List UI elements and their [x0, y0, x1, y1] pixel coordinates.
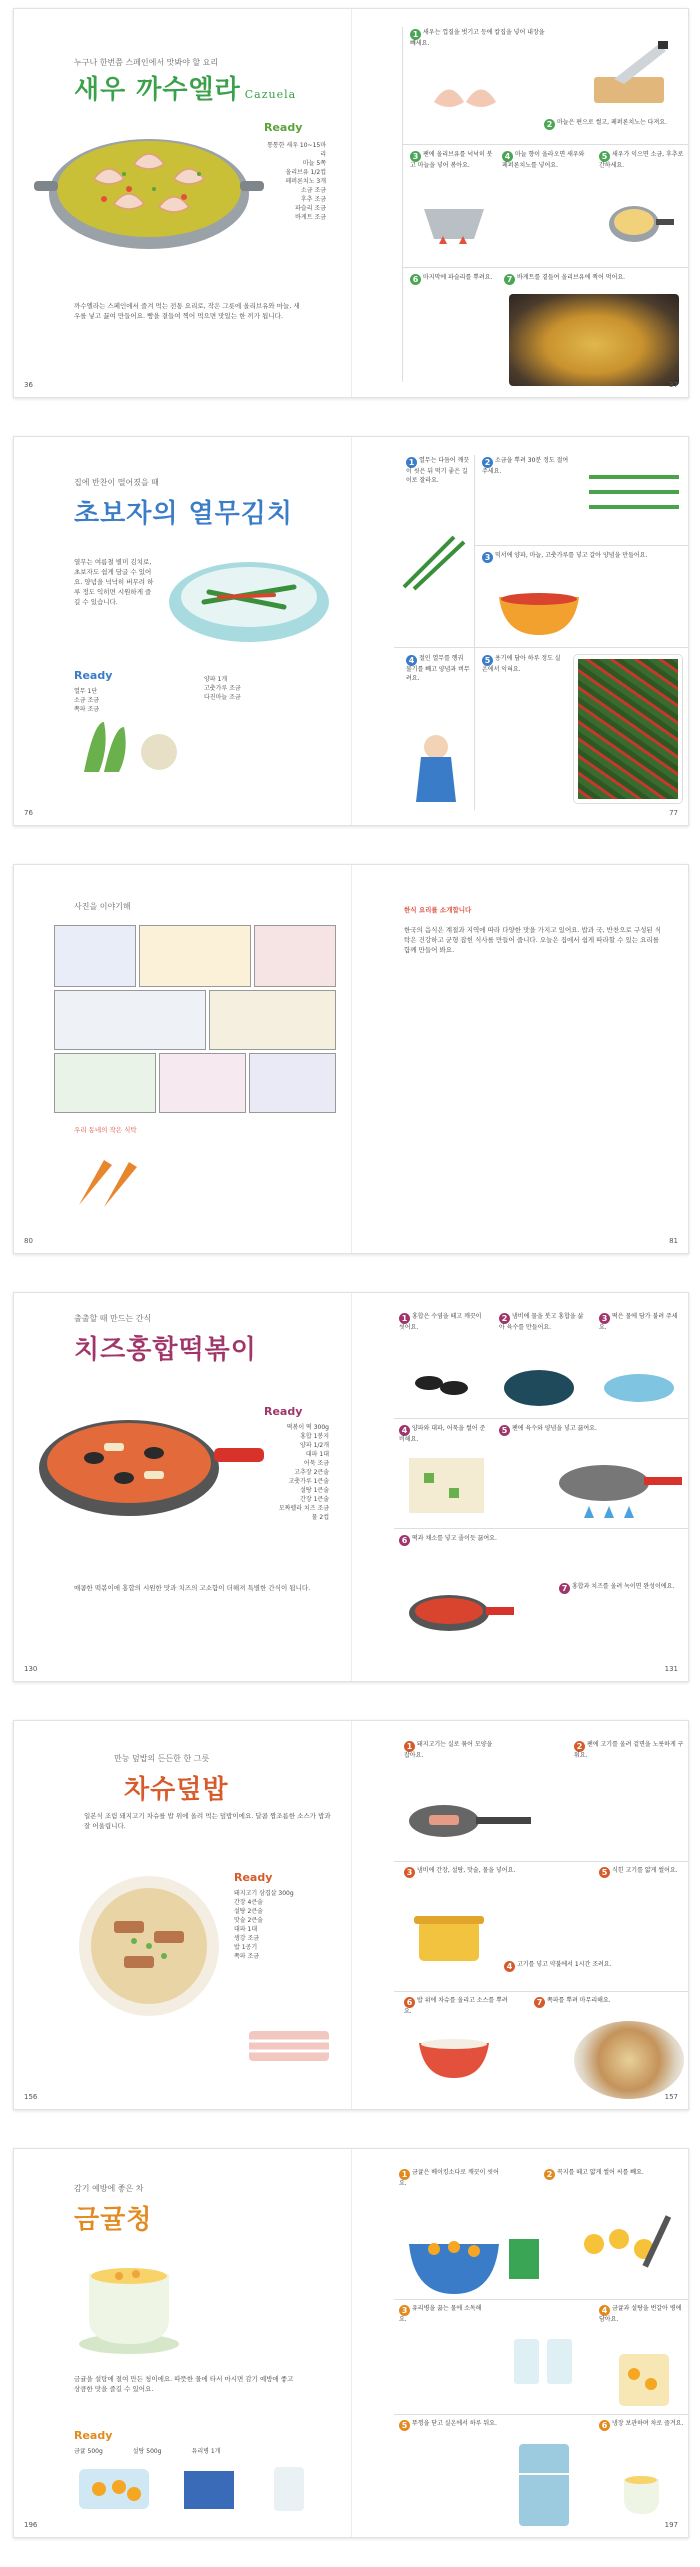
ingredient-list: [74, 687, 144, 714]
step-number: 5: [599, 151, 610, 162]
page-number-right: 131: [664, 1665, 678, 1673]
recipe-description: 열무는 여름철 별미 김치로, 초보자도 쉽게 담글 수 있어요. 양념을 넉넉히 버무려 하루 정도 익히면 시원하게 즐길 수 있습니다.: [74, 558, 154, 606]
grid-line: [474, 545, 689, 546]
page-fold: [351, 1293, 352, 1681]
comic-panel: [139, 925, 251, 987]
step-number: 2: [544, 119, 555, 130]
spread-kimchi: [13, 436, 689, 826]
ingredient-item: 설탕 500g: [132, 2448, 162, 2455]
page-number-left: 196: [24, 2521, 38, 2529]
sliced-kumquat-icon: [574, 2209, 684, 2279]
step-number: 5: [499, 1425, 510, 1436]
step-4: [406, 655, 471, 683]
bowl-icon: [414, 2031, 494, 2081]
step-2: [482, 457, 572, 477]
grid-line: [394, 647, 689, 648]
ingredient-item: 대파 1대: [234, 1926, 258, 1933]
page-number-left: 130: [24, 1665, 38, 1673]
comic-panel: [249, 1053, 336, 1113]
step-text: 냉장 보관하며 차로 즐겨요.: [612, 2420, 684, 2427]
step-text: 용기에 담아 하루 정도 실온에서 익혀요.: [482, 655, 561, 673]
ingredient-item: 홍합 1봉지: [300, 1433, 329, 1440]
ingredient-list: [254, 1423, 329, 1522]
grid-line: [394, 1991, 689, 1992]
red-pan-icon: [404, 1583, 514, 1653]
step-number: 4: [502, 151, 513, 162]
step-text: 금귤은 베이킹소다로 깨끗이 씻어요.: [399, 2169, 499, 2187]
step-text: 홍합은 수염을 떼고 깨끗이 씻어요.: [399, 1313, 482, 1331]
comic-panel: [254, 925, 336, 987]
spread-kumquat: [13, 2148, 689, 2538]
grid-line: [394, 2299, 689, 2300]
eyebrow: 집에 반찬이 떨어졌을 때: [74, 478, 159, 487]
step-7: [559, 1583, 684, 1594]
step-number: 3: [404, 1867, 415, 1878]
person-mixing-icon: [406, 727, 476, 807]
step-number: 5: [399, 2420, 410, 2431]
mussel-icon: [399, 1353, 689, 1413]
washing-bowl-icon: [404, 2229, 544, 2299]
step-3: [482, 552, 682, 563]
title-text: 새우 까수엘라: [74, 75, 241, 105]
note-title: 한식 요리를 소개합니다: [404, 906, 472, 914]
eyebrow: 누구나 한번쯤 스페인에서 맛봐야 할 요리: [74, 58, 219, 67]
step-text: 냄비에 간장, 설탕, 맛술, 물을 넣어요.: [417, 1867, 516, 1874]
step-number: 4: [599, 2305, 610, 2316]
step-5: [599, 1867, 684, 1878]
ingredient-item: 어묵 조금: [303, 1460, 329, 1467]
pork-belly-icon: [244, 2021, 334, 2071]
step-number: 6: [404, 1997, 415, 2008]
page-fold: [351, 1721, 352, 2109]
grid-line: [402, 267, 689, 268]
recipe-description: 금귤을 설탕에 절여 만든 청이에요. 따뜻한 물에 타서 마시면 감기 예방에 좋고 상큼한 맛을 즐길 수 있어요.: [74, 2375, 294, 2393]
step-1: [404, 1741, 494, 1761]
carrot-illustration: [69, 1145, 159, 1215]
step-number: 4: [406, 655, 417, 666]
step-number: 2: [574, 1741, 585, 1752]
step-5: [482, 655, 562, 675]
page-number-right: 157: [664, 2093, 678, 2101]
ingredient-item: 고춧가루 1큰술: [288, 1478, 329, 1485]
step-2: [544, 119, 689, 130]
step-text: 새우가 익으면 소금, 후추로 간하세요.: [599, 151, 684, 169]
chashu-photo: [574, 2021, 684, 2099]
knife-icon: [584, 39, 674, 109]
step-number: 3: [482, 552, 493, 563]
comic-panel: [159, 1053, 246, 1113]
ingredient-item: 맛술 2큰술: [234, 1917, 263, 1924]
page-title: 초보자의 열무김치: [74, 499, 293, 529]
kimchi-photo: [574, 655, 682, 803]
ingredient-item: 간장 1큰술: [300, 1496, 329, 1503]
comic-panel: [54, 1053, 156, 1113]
kumquat-ingredients-icon: [74, 2459, 324, 2519]
step-4: [399, 1425, 489, 1445]
page-title: [74, 69, 296, 106]
page-title: 차슈덮밥: [124, 1775, 229, 1805]
step-4: [504, 1961, 614, 1972]
step-text: 냄비에 물을 붓고 홍합을 삶아 육수를 만들어요.: [499, 1313, 584, 1331]
jar-icon: [509, 2329, 579, 2389]
step-text: 고기를 넣고 약불에서 1시간 조려요.: [517, 1961, 612, 1968]
step-3: [399, 2305, 489, 2325]
step-number: 1: [399, 2169, 410, 2180]
ingredient-item: 마늘 5쪽: [302, 160, 326, 167]
step-number: 3: [599, 1313, 610, 1324]
step-2: [574, 1741, 684, 1761]
spread-chashu: [13, 1720, 689, 2110]
step-text: 마지막에 파슬리를 뿌려요.: [423, 274, 493, 281]
ingredient-list: [74, 2447, 314, 2456]
step-number: 2: [482, 457, 493, 468]
step-number: 5: [599, 1867, 610, 1878]
step-text: 떡은 물에 담가 불려 주세요.: [599, 1313, 678, 1331]
pot-icon: [409, 1906, 489, 1966]
ready-label: Ready: [74, 2429, 113, 2442]
ingredient-item: 올리브유 1/2컵: [285, 169, 326, 176]
page-number-left: 36: [24, 381, 33, 389]
recipe-description: 까수엘라는 스페인에서 즐겨 먹는 전통 요리로, 작은 그릇에 올리브유와 마늘, 새우를 넣고 끓여 만들어요. 빵을 곁들여 찍어 먹으면 맛있는 한 끼가 됩니다.: [74, 302, 300, 320]
comic-panel: [54, 925, 136, 987]
step-6: [404, 1997, 514, 2017]
ingredient-item: 쪽파 조금: [234, 1953, 260, 1960]
ingredient-item: 모짜렐라 치즈 조금: [278, 1505, 329, 1512]
page-fold: [351, 9, 352, 397]
step-number: 7: [504, 274, 515, 285]
step-text: 팬에 올리브유를 넉넉히 붓고 마늘을 넣어 볶아요.: [410, 151, 493, 169]
eyebrow: 만능 덮밥의 든든한 한 그릇: [114, 1754, 210, 1763]
step-number: 3: [410, 151, 421, 162]
step-text: 돼지고기는 실로 묶어 모양을 잡아요.: [404, 1741, 493, 1759]
ingredient-item: 페퍼론치노 3개: [285, 178, 326, 185]
step-text: 식힌 고기를 얇게 썰어요.: [612, 1867, 678, 1874]
step-number: 4: [399, 1425, 410, 1436]
ingredient-item: 양파 1/2개: [300, 1442, 329, 1449]
ingredient-item: 돼지고기 삼겹살 300g: [234, 1890, 294, 1897]
spread-comic: [13, 864, 689, 1254]
step-number: 6: [599, 2420, 610, 2431]
page-number-left: 76: [24, 809, 33, 817]
ingredient-item: 고춧가루 조금: [204, 685, 241, 692]
step-text: 열무는 다듬어 깨끗이 씻은 뒤 먹기 좋은 길이로 잘라요.: [406, 457, 470, 484]
ingredient-item: 밥 1공기: [234, 1944, 258, 1951]
ingredient-item: 설탕 1큰술: [300, 1487, 329, 1494]
step-text: 금귤과 설탕을 번갈아 병에 담아요.: [599, 2305, 682, 2323]
ingredient-item: 파슬리 조금: [295, 205, 326, 212]
step-5: [499, 1425, 684, 1436]
step-number: 6: [410, 274, 421, 285]
step-3: [410, 151, 495, 171]
step-text: 절인 열무를 헹궈 물기를 빼고 양념과 버무려요.: [406, 655, 470, 682]
pan-illustration: [34, 1403, 264, 1523]
step-5: [399, 2420, 509, 2431]
step-text: 믹서에 양파, 마늘, 고춧가루를 넣고 갈아 양념을 만들어요.: [495, 552, 648, 559]
step-number: 1: [410, 29, 421, 40]
grid-line: [394, 1528, 689, 1529]
ingredient-item: 간장 4큰술: [234, 1899, 263, 1906]
step-number: 4: [504, 1961, 515, 1972]
step-3: [404, 1867, 529, 1878]
step-text: 밥 위에 차슈를 올리고 소스를 뿌려요.: [404, 1997, 508, 2015]
ingredient-item: 금귤 500g: [74, 2448, 103, 2455]
pan-flame-icon: [554, 1453, 684, 1523]
page-fold: [351, 2149, 352, 2537]
greens-tray-icon: [584, 457, 684, 527]
comic-caption: 우리 동네의 작은 식탁: [74, 1126, 137, 1134]
pan-icon: [604, 199, 674, 249]
filled-jar-icon: [609, 2349, 679, 2409]
page-title: 금귤청: [74, 2205, 153, 2235]
ingredient-item: 설탕 2큰술: [234, 1908, 263, 1915]
ingredient-item: 양파 1개: [204, 676, 228, 683]
frying-pan-icon: [404, 1791, 534, 1851]
ingredient-item: 생강 조금: [234, 1935, 260, 1942]
ingredient-item: 소금 조금: [74, 697, 100, 704]
step-text: 마늘은 편으로 썰고, 페퍼론치노는 다져요.: [557, 119, 667, 126]
step-6: [599, 2420, 684, 2431]
step-3: [599, 1313, 684, 1333]
tea-cup-icon: [614, 2469, 674, 2519]
step-number: 6: [399, 1535, 410, 1546]
step-text: 마늘 향이 올라오면 새우와 페퍼론치노를 넣어요.: [502, 151, 585, 169]
step-text: 떡과 채소를 넣고 졸이듯 끓여요.: [412, 1535, 497, 1542]
step-4: [599, 2305, 684, 2325]
step-number: 1: [406, 457, 417, 468]
step-text: 팬에 육수와 양념을 넣고 끓여요.: [512, 1425, 597, 1432]
step-text: 양파와 대파, 어묵을 썰어 준비해요.: [399, 1425, 486, 1443]
step-text: 새우는 껍질을 벗기고 등에 칼집을 넣어 내장을 빼세요.: [410, 29, 545, 47]
spread-tteokbokki: [13, 1292, 689, 1682]
page-number-right: 37: [669, 381, 678, 389]
ingredient-list: [264, 141, 326, 222]
ingredient-item: 통통한 새우 10~15마리: [267, 142, 326, 158]
ingredient-item: 쪽파 조금: [74, 706, 100, 713]
eyebrow: 사진을 이야기해: [74, 902, 131, 911]
ingredient-item: 열무 1단: [74, 688, 98, 695]
page-number-left: 80: [24, 1237, 33, 1245]
step-7: [504, 274, 684, 285]
spread-cazuela: [13, 8, 689, 398]
ingredient-item: 다진마늘 조금: [204, 694, 241, 701]
step-number: 5: [482, 655, 493, 666]
step-text: 바게트를 곁들여 올리브유에 찍어 먹어요.: [517, 274, 626, 281]
step-number: 7: [534, 1997, 545, 2008]
step-text: 뚜껑을 닫고 실온에서 하루 둬요.: [412, 2420, 497, 2427]
ingredient-item: 후추 조금: [300, 196, 326, 203]
step-1: [399, 1313, 484, 1333]
page-number-right: 77: [669, 809, 678, 817]
step-6: [399, 1535, 519, 1546]
step-1: [406, 457, 471, 485]
ingredient-list-2: [204, 675, 294, 702]
step-1: [399, 2169, 499, 2189]
step-text: 홍합과 치즈를 올려 녹이면 완성이에요.: [572, 1583, 675, 1590]
step-5: [599, 151, 684, 171]
recipe-description: 매콤한 떡볶이에 홍합의 시원한 맛과 치즈의 고소함이 더해져 특별한 간식이 됩니다.: [74, 1584, 311, 1592]
page-title: 치즈홍합떡볶이: [74, 1335, 257, 1365]
fridge-icon: [514, 2439, 574, 2529]
ingredient-item: 유리병 1개: [191, 2448, 221, 2455]
step-number: 2: [499, 1313, 510, 1324]
step-7: [534, 1997, 684, 2008]
shrimp-icon: [424, 77, 504, 117]
ingredient-list: [234, 1889, 324, 1961]
ingredient-item: 떡볶이 떡 300g: [286, 1424, 329, 1431]
dish-photo: [509, 294, 679, 386]
step-number: 1: [404, 1741, 415, 1752]
bowl-icon: [494, 587, 584, 637]
grid-line: [394, 1418, 689, 1419]
step-text: 소금을 뿌려 30분 정도 절여 주세요.: [482, 457, 569, 475]
page-number-right: 197: [664, 2521, 678, 2529]
recipe-description: 일본식 조림 돼지고기 차슈를 밥 위에 올려 먹는 덮밥이에요. 달콤 짭조름한 소스가 밥과 잘 어울립니다.: [84, 1812, 331, 1830]
step-number: 1: [399, 1313, 410, 1324]
pan-illustration: [34, 119, 264, 259]
rice-bowl-illustration: [74, 1871, 224, 2021]
kimchi-plate-illustration: [164, 547, 334, 647]
ingredient-item: 소금 조금: [300, 187, 326, 194]
colander-icon: [414, 189, 494, 249]
step-1: [410, 29, 550, 49]
ready-label: Ready: [264, 121, 303, 134]
page-number-left: 156: [24, 2093, 38, 2101]
eyebrow: 출출할 때 만드는 간식: [74, 1314, 152, 1323]
vegetable-icon: [74, 717, 184, 777]
grid-line: [402, 144, 689, 145]
ingredient-item: 고추장 2큰술: [294, 1469, 329, 1476]
step-text: 유리병을 끓는 물에 소독해요.: [399, 2305, 482, 2323]
ready-label: Ready: [264, 1405, 303, 1418]
eyebrow: 감기 예방에 좋은 차: [74, 2184, 144, 2193]
title-sub: Cazuela: [244, 88, 297, 101]
ingredient-item: 물 2컵: [311, 1514, 329, 1521]
step-number: 2: [544, 2169, 555, 2180]
step-text: 꼭지를 떼고 얇게 썰어 씨를 빼요.: [557, 2169, 644, 2176]
comic-panel: [54, 990, 206, 1050]
step-text: 쪽파를 뿌려 마무리해요.: [547, 1997, 611, 2004]
step-2: [544, 2169, 684, 2180]
ready-label: Ready: [74, 669, 113, 682]
board-icon: [404, 1453, 489, 1518]
page-number-right: 81: [669, 1237, 678, 1245]
grid-line: [394, 2414, 689, 2415]
step-4: [502, 151, 592, 171]
grid-line: [402, 27, 403, 382]
page-fold: [351, 865, 352, 1253]
comic-panel: [209, 990, 336, 1050]
grid-line: [394, 1861, 689, 1862]
ingredient-item: 바게트 조금: [295, 214, 326, 221]
step-text: 팬에 고기를 올려 겉면을 노릇하게 구워요.: [574, 1741, 684, 1759]
radish-greens-icon: [394, 527, 474, 597]
note-body: 한국의 음식은 계절과 지역에 따라 다양한 맛을 가지고 있어요. 밥과 국, 반찬으로 구성된 식탁은 건강하고 균형 잡힌 식사를 만들어 줍니다. 오늘은 집에서 쉽게 따라할 수 있는 요리를 함께 만들어 봐요.: [404, 926, 662, 954]
step-2: [499, 1313, 584, 1333]
step-number: 7: [559, 1583, 570, 1594]
ingredient-item: 대파 1대: [305, 1451, 329, 1458]
step-number: 3: [399, 2305, 410, 2316]
tea-cup-illustration: [74, 2249, 184, 2359]
step-6: [410, 274, 500, 285]
page-fold: [351, 437, 352, 825]
ready-label: Ready: [234, 1871, 273, 1884]
